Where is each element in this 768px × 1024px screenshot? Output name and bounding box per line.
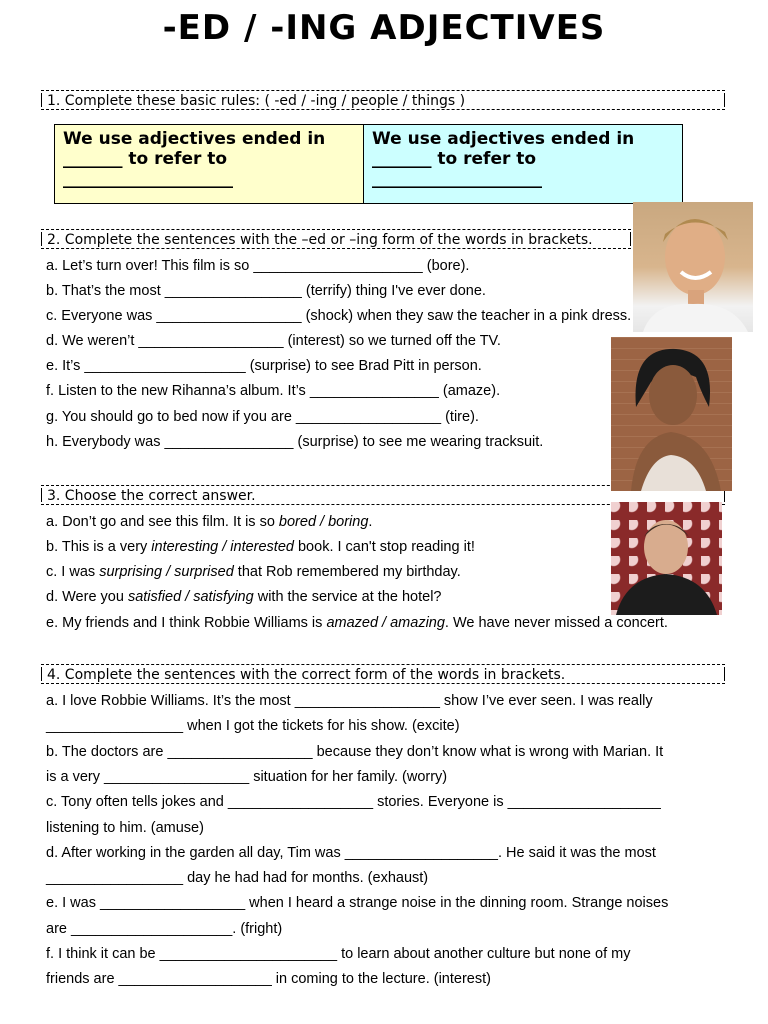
sentence-text: . We have never missed a concert. <box>444 615 668 631</box>
exercise-2-sentence: d. We weren’t __________________ (interest) so we turned off the TV. <box>46 333 501 349</box>
exercise-2-sentence: h. Everybody was ________________ (surprise) to see me wearing tracksuit. <box>46 434 544 450</box>
sentence-text: with the service at the hotel? <box>253 589 442 605</box>
exercise-3-sentence <box>46 539 475 555</box>
sentence-text: a. Don’t go and see this film. It is so <box>46 514 279 530</box>
rules-table <box>54 124 683 204</box>
exercise-4-sentence: friends are ___________________ in coming to the lecture. (interest) <box>46 971 491 988</box>
worksheet-title: -ED / -ING ADJECTIVES <box>162 8 606 48</box>
exercise-2-sentence: f. Listen to the new Rihanna’s album. It’s ________________ (amaze). <box>46 383 501 399</box>
brad-pitt-photo <box>633 202 753 332</box>
sentence-text: d. Were you <box>46 589 128 605</box>
exercise-4-sentence: is a very __________________ situation for her family. (worry) <box>46 768 448 785</box>
exercise-3-sentence <box>46 615 668 631</box>
exercise-4-sentence: e. I was __________________ when I heard a strange noise in the dinning room. Strange noises <box>46 895 669 912</box>
exercise-3-sentence <box>46 589 442 605</box>
rule-ing-cell: We use adjectives ended in _______ to refer to ____________________ <box>364 125 682 203</box>
sentence-text: e. My friends and I think Robbie Williams is <box>46 615 327 631</box>
portrait-illustration <box>633 202 753 332</box>
robbie-williams-photo <box>611 502 722 615</box>
exercise-4-sentence: _________________ when I got the tickets for his show. (excite) <box>46 718 460 735</box>
section-4-heading: 4. Complete the sentences with the correct form of the words in brackets. <box>41 664 725 684</box>
rihanna-photo <box>611 337 732 491</box>
answer-options[interactable]: surprising / surprised <box>99 564 234 580</box>
exercise-4-sentence: b. The doctors are __________________ because they don’t know what is wrong with Marian. It <box>46 743 664 760</box>
sentence-text: book. I can't stop reading it! <box>293 539 475 555</box>
sentence-text: c. I was <box>46 564 100 580</box>
section-1-heading: 1. Complete these basic rules: ( -ed / -ing / people / things ) <box>41 90 725 110</box>
portrait-illustration <box>611 502 722 615</box>
exercise-4-sentence: f. I think it can be ______________________ to learn about another culture but none of my <box>46 946 631 962</box>
exercise-4-sentence: a. I love Robbie Williams. It’s the most __________________ show I’ve ever seen. I was really <box>46 693 653 709</box>
exercise-2-sentence: g. You should go to bed now if you are __________________ (tire). <box>46 409 479 425</box>
exercise-2-sentence: c. Everyone was __________________ (shock) when they saw the teacher in a pink dress. <box>46 308 632 324</box>
exercise-4-sentence: _________________ day he had had for months. (exhaust) <box>46 870 429 887</box>
exercise-2-sentence: e. It’s ____________________ (surprise) to see Brad Pitt in person. <box>46 358 482 374</box>
section-3-heading: 3. Choose the correct answer. <box>41 485 725 505</box>
rule-ed-cell: We use adjectives ended in _______ to refer to ____________________ <box>55 125 364 203</box>
exercise-4-sentence: are ____________________. (fright) <box>46 920 283 937</box>
exercise-2-sentence: a. Let’s turn over! This film is so _____________________ (bore). <box>46 258 470 274</box>
portrait-illustration <box>611 337 732 491</box>
answer-options[interactable]: interesting / interested <box>151 539 294 555</box>
exercise-4-sentence: d. After working in the garden all day, Tim was ___________________. He said it was the most <box>46 844 656 861</box>
exercise-3-sentence <box>46 514 372 530</box>
sentence-text: b. This is a very <box>46 539 152 555</box>
answer-options[interactable]: bored / boring <box>278 514 369 530</box>
exercise-3-sentence <box>46 564 461 580</box>
answer-options[interactable]: amazed / amazing <box>326 615 445 631</box>
sentence-text: . <box>368 514 373 530</box>
exercise-4-sentence: c. Tony often tells jokes and __________________ stories. Everyone is ___________________ <box>46 794 661 811</box>
exercise-4-sentence: listening to him. (amuse) <box>46 819 204 836</box>
section-2-heading: 2. Complete the sentences with the –ed or –ing form of the words in brackets. <box>41 229 631 249</box>
exercise-2-sentence: b. That’s the most _________________ (terrify) thing I've ever done. <box>46 283 486 299</box>
answer-options[interactable]: satisfied / satisfying <box>127 589 254 605</box>
sentence-text: that Rob remembered my birthday. <box>233 564 461 580</box>
